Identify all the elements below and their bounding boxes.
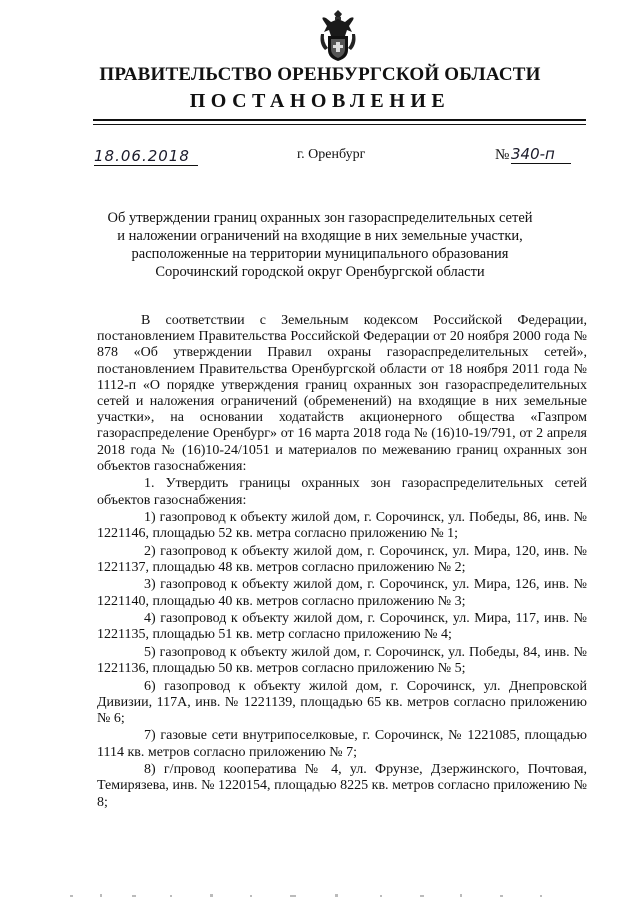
list-item: 4) газопровод к объекту жилой дом, г. Сорочинск, ул. Мира, 117, инв. № 1221135, площадью 51 кв. метр согласно приложению № 4;: [97, 611, 587, 643]
coat-of-arms-emblem: [319, 10, 357, 62]
title-line: и наложении ограничений на входящие в них земельные участки,: [117, 228, 523, 244]
list-item: 7) газовые сети внутрипоселковые, г. Сорочинск, № 1221085, площадью 1114 кв. метров согласно приложению № 7;: [97, 728, 587, 760]
header-rule-thick: [93, 119, 586, 121]
header-rule-thin: [93, 124, 586, 125]
list-item: 8) г/провод кооператива № 4, ул. Фрунзе, Дзержинского, Почтовая, Темирязева, инв. № 1220154, площадью 8225 кв. метров согласно приложению № 8;: [97, 762, 587, 810]
decree-city: г. Оренбург: [297, 147, 366, 162]
title-line: Об утверждении границ охранных зон газораспределительных сетей: [107, 210, 533, 226]
list-item: 6) газопровод к объекту жилой дом, г. Сорочинск, ул. Днепровской Дивизии, 117А, инв. № 1221139, площадью 65 кв. метров согласно приложению № 6;: [97, 678, 587, 726]
preamble-paragraph: В соответствии с Земельным кодексом Российской Федерации, постановлением Правительства Российской Федерации от 20 ноября 2000 года № 878 «Об утверждении Правил охраны газораспределительных сетей», постановлением Правительства Оренбургской области от 18 ноября 2011 года № 1112-п «О порядке утверждения границ охранных зон газораспределительных сетей и наложения ограничений (обременений) на входящие в них земельные участки», на основании ходатайств акционерного общества «Газпром газораспределение Оренбург» от 16 марта 2018 года № (16)10-19/791, от 2 апреля 2018 года № (16)10-24/1051 и материалов по межеванию границ охранных зон объектов газоснабжения:: [97, 313, 587, 474]
government-name: ПРАВИТЕЛЬСТВО ОРЕНБУРГСКОЙ ОБЛАСТИ: [99, 64, 541, 85]
list-item: 3) газопровод к объекту жилой дом, г. Сорочинск, ул. Мира, 126, инв. № 1221140, площадью 40 кв. метров согласно приложению № 3;: [97, 577, 587, 609]
decree-title: [100, 209, 540, 281]
list-item: 5) газопровод к объекту жилой дом, г. Сорочинск, ул. Победы, 84, инв. № 1221136, площадью 50 кв. метров согласно приложению № 5;: [97, 644, 587, 677]
scan-artifact-dots: [60, 893, 580, 899]
document-type: ПОСТАНОВЛЕНИЕ: [189, 90, 451, 112]
decree-date: 18.06.2018: [94, 147, 198, 166]
list-item: 2) газопровод к объекту жилой дом, г. Сорочинск, ул. Мира, 120, инв. № 1221137, площадью 48 кв. метров согласно приложению № 2;: [97, 543, 587, 575]
title-line: Сорочинский городской округ Оренбургской области: [155, 264, 485, 280]
list-item: 1) газопровод к объекту жилой дом, г. Сорочинск, ул. Победы, 86, инв. № 1221146, площадью 52 кв. метра согласно приложению № 1;: [97, 510, 587, 542]
clause-paragraph: 1. Утвердить границы охранных зон газораспределительных сетей объектов газоснабжения:: [97, 476, 587, 508]
decree-number: 340-п: [511, 145, 571, 164]
decree-number-label: №: [495, 147, 510, 163]
title-line: расположенные на территории муниципального образования: [131, 246, 509, 262]
decree-body: [97, 313, 587, 812]
